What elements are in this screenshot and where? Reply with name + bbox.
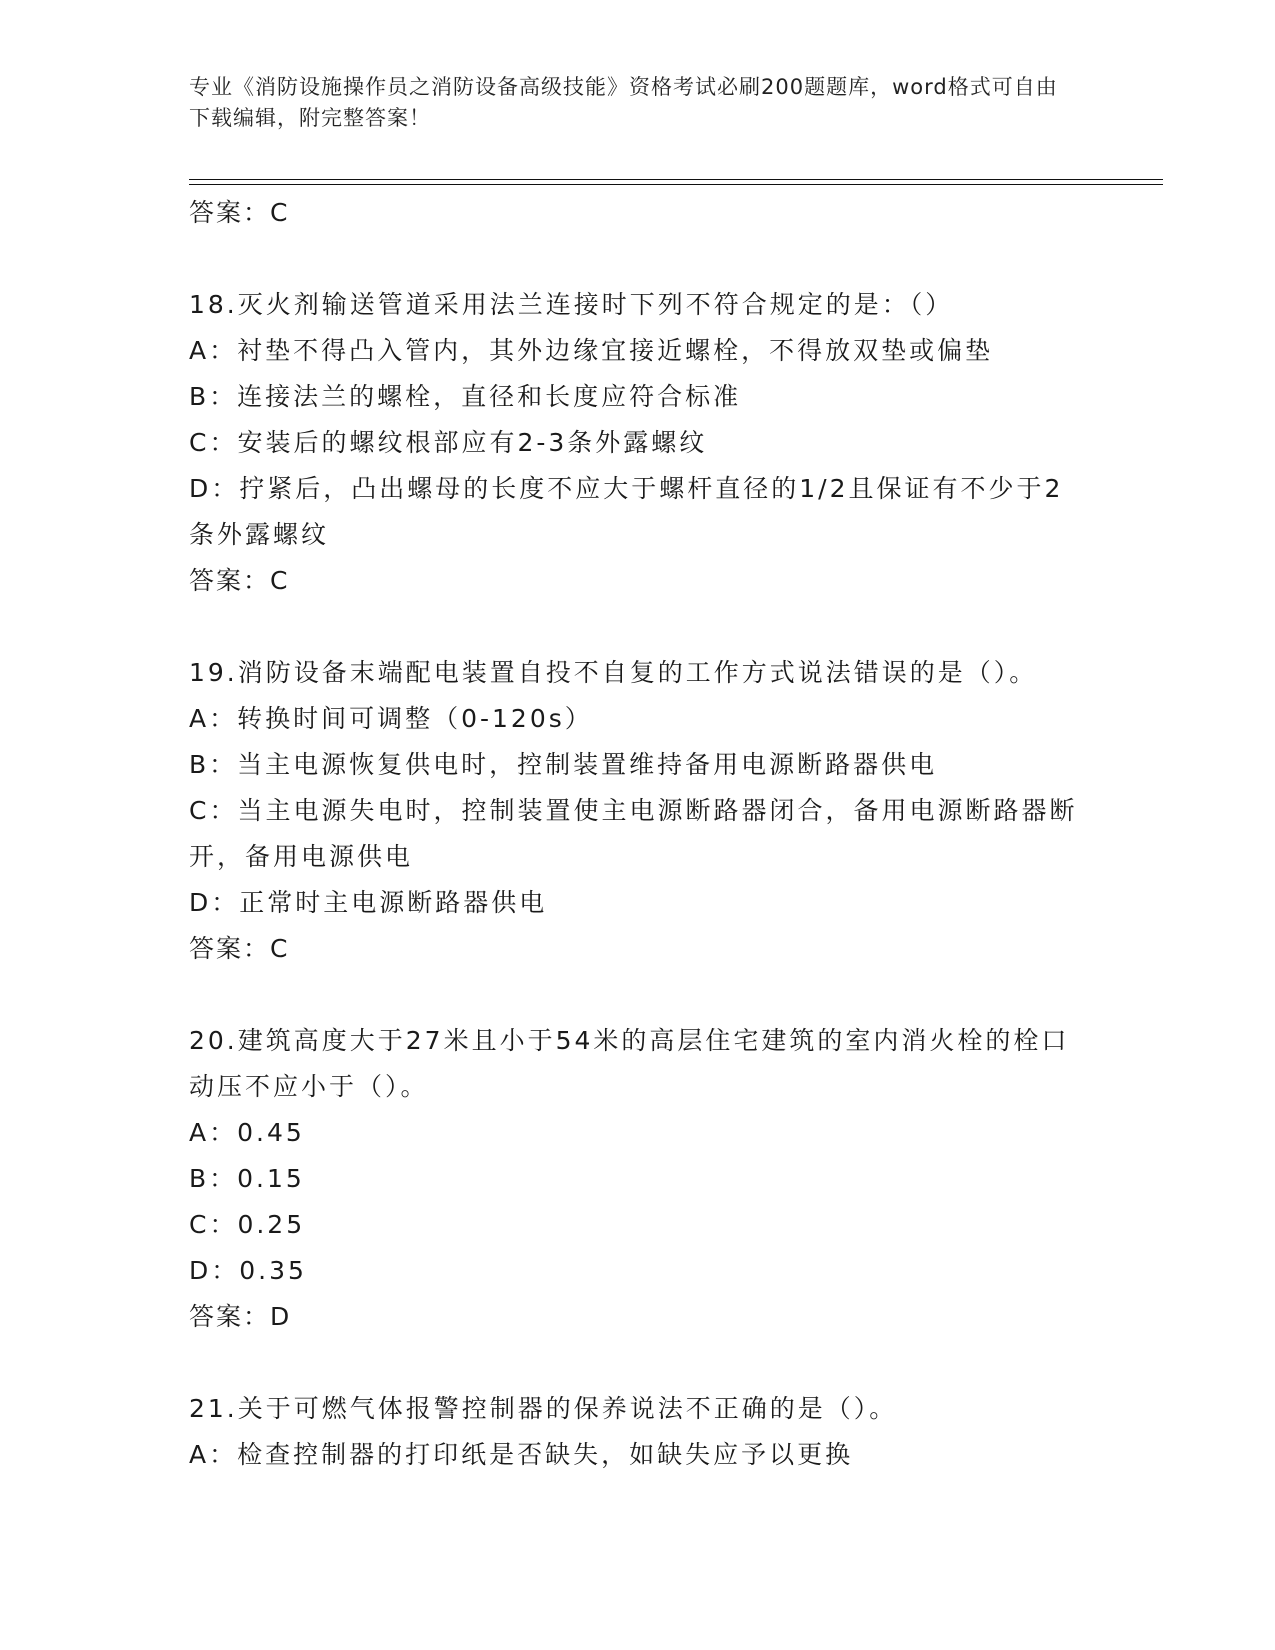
option-b: B：当主电源恢复供电时，控制装置维持备用电源断路器供电 <box>189 750 938 779</box>
option-a: A：转换时间可调整（0-120s） <box>189 704 593 733</box>
option-d: D：拧紧后，凸出螺母的长度不应大于螺杆直径的1/2且保证有不少于2条外露螺纹 <box>189 474 1064 549</box>
question-20 <box>189 1018 1089 1340</box>
header-divider-bottom <box>189 184 1163 185</box>
answer-line: 答案：D <box>189 1302 292 1331</box>
option-b: B：连接法兰的螺栓，直径和长度应符合标准 <box>189 382 742 411</box>
question-stem: 18.灭火剂输送管道采用法兰连接时下列不符合规定的是：（） <box>189 290 954 319</box>
header-divider-top <box>189 179 1163 180</box>
option-c: C：安装后的螺纹根部应有2-3条外露螺纹 <box>189 428 708 457</box>
option-a: A：衬垫不得凸入管内，其外边缘宜接近螺栓，不得放双垫或偏垫 <box>189 336 994 365</box>
question-stem: 21.关于可燃气体报警控制器的保养说法不正确的是（）。 <box>189 1394 898 1423</box>
option-d: D：0.35 <box>189 1256 307 1285</box>
option-a: A：0.45 <box>189 1118 305 1147</box>
option-c: C：0.25 <box>189 1210 306 1239</box>
question-21 <box>189 1386 1089 1478</box>
answer-line: 答案：C <box>189 566 290 595</box>
document-header: 专业《消防设施操作员之消防设备高级技能》资格考试必刷200题题库，word格式可自由下载编辑，附完整答案！ <box>189 75 1058 130</box>
question-18 <box>189 282 1089 604</box>
spacer <box>189 972 1089 1018</box>
option-a: A：检查控制器的打印纸是否缺失，如缺失应予以更换 <box>189 1440 854 1469</box>
question-stem: 20.建筑高度大于27米且小于54米的高层住宅建筑的室内消火栓的栓口动压不应小于（）。 <box>189 1026 1070 1101</box>
answer-line: 答案：C <box>189 934 290 963</box>
spacer <box>189 236 1089 282</box>
option-c: C：当主电源失电时，控制装置使主电源断路器闭合，备用电源断路器断开，备用电源供电 <box>189 796 1078 871</box>
question-19 <box>189 650 1089 972</box>
option-d: D：正常时主电源断路器供电 <box>189 888 548 917</box>
answer-line: 答案：C <box>189 198 290 227</box>
question-stem: 19.消防设备末端配电装置自投不自复的工作方式说法错误的是（）。 <box>189 658 1038 687</box>
option-b: B：0.15 <box>189 1164 305 1193</box>
question-content <box>189 190 1089 1478</box>
spacer <box>189 604 1089 650</box>
spacer <box>189 1340 1089 1386</box>
